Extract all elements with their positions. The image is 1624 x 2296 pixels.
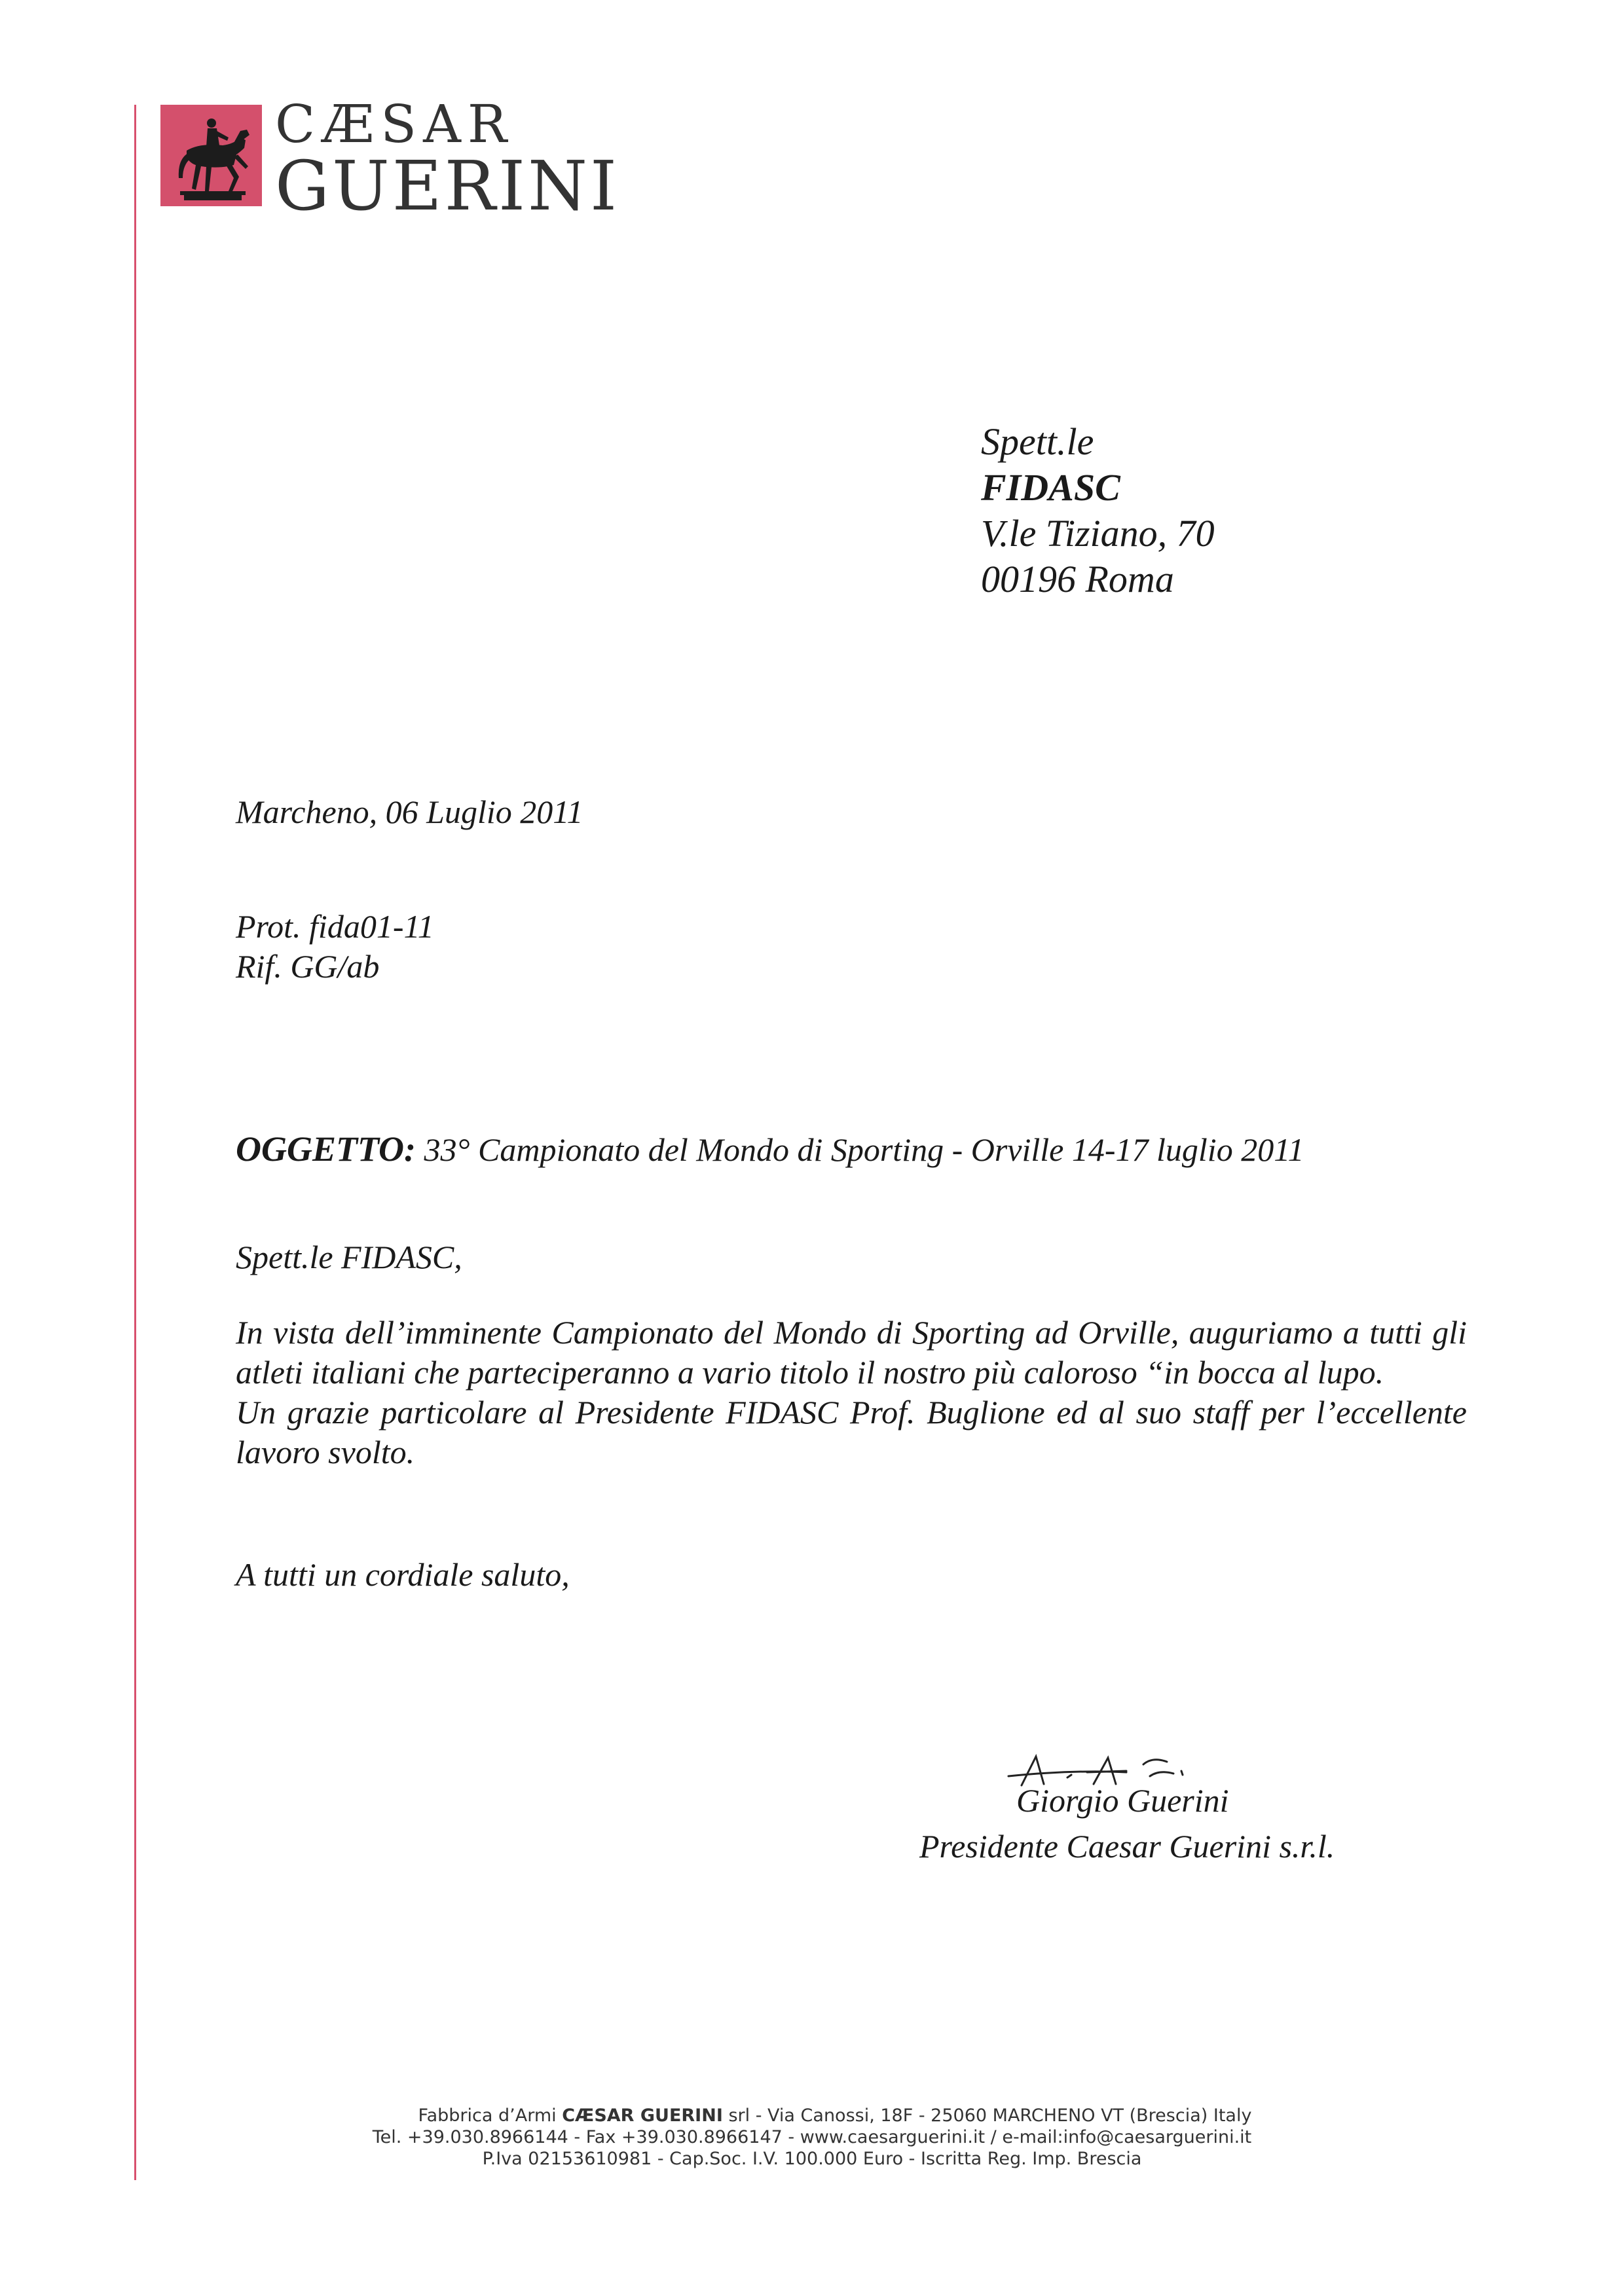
recipient-address [981, 419, 1215, 602]
letter-date: Marcheno, 06 Luglio 2011 [236, 793, 583, 830]
footer-prefix: Fabbrica d’Armi [418, 2105, 557, 2126]
logo-line-guerini: GUERINI [275, 146, 620, 226]
margin-rule [134, 105, 136, 2180]
body-paragraph-1: In vista dell’imminente Campionato del Mondo di Sporting ad Orville, auguriamo a tutti gli atleti italiani che parteciperanno a vario titolo il nostro più caloroso “in bocca al lupo. [236, 1314, 1467, 1391]
protocol-number: Prot. fida01-11 [236, 908, 434, 945]
recipient-salutation: Spett.le [981, 420, 1094, 463]
footer-address: srl - Via Canossi, 18F - 25060 MARCHENO VT (Brescia) Italy [728, 2105, 1252, 2126]
company-logo-wordmark [275, 94, 620, 226]
letterhead-footer [0, 2105, 1624, 2170]
signatory-name: Giorgio Guerini [1016, 1782, 1229, 1819]
subject-line [236, 1129, 1467, 1170]
reference-block [236, 907, 1467, 987]
subject-text: 33° Campionato del Mondo di Sporting - Orville 14-17 luglio 2011 [424, 1131, 1304, 1168]
subject-label: OGGETTO: [236, 1129, 416, 1169]
recipient-city: 00196 Roma [981, 558, 1174, 600]
footer-line-3: P.Iva 02153610981 - Cap.Soc. I.V. 100.000 Euro - Iscritta Reg. Imp. Brescia [482, 2149, 1142, 2169]
recipient-name: FIDASC [981, 466, 1120, 509]
equestrian-statue-logo-icon [160, 105, 262, 206]
letter-body [236, 1313, 1467, 1472]
body-paragraph-2: Un grazie particolare al Presidente FIDASC Prof. Buglione ed al suo staff per l’eccellente lavoro svolto. [236, 1394, 1467, 1470]
footer-line-1 [0, 2105, 1624, 2126]
signatory-role: Presidente Caesar Guerini s.r.l. [919, 1828, 1335, 1865]
greeting: Spett.le FIDASC, [236, 1239, 462, 1275]
closing-line: A tutti un cordiale saluto, [236, 1556, 570, 1593]
recipient-street: V.le Tiziano, 70 [981, 512, 1215, 555]
reference-initials: Rif. GG/ab [236, 948, 380, 985]
footer-company: CÆSAR GUERINI [562, 2105, 723, 2126]
logo-line-caesar: CÆSAR [275, 94, 514, 155]
footer-line-2: Tel. +39.030.8966144 - Fax +39.030.8966147 - www.caesarguerini.it / e-mail:info@caesarguerini.it [372, 2127, 1252, 2147]
